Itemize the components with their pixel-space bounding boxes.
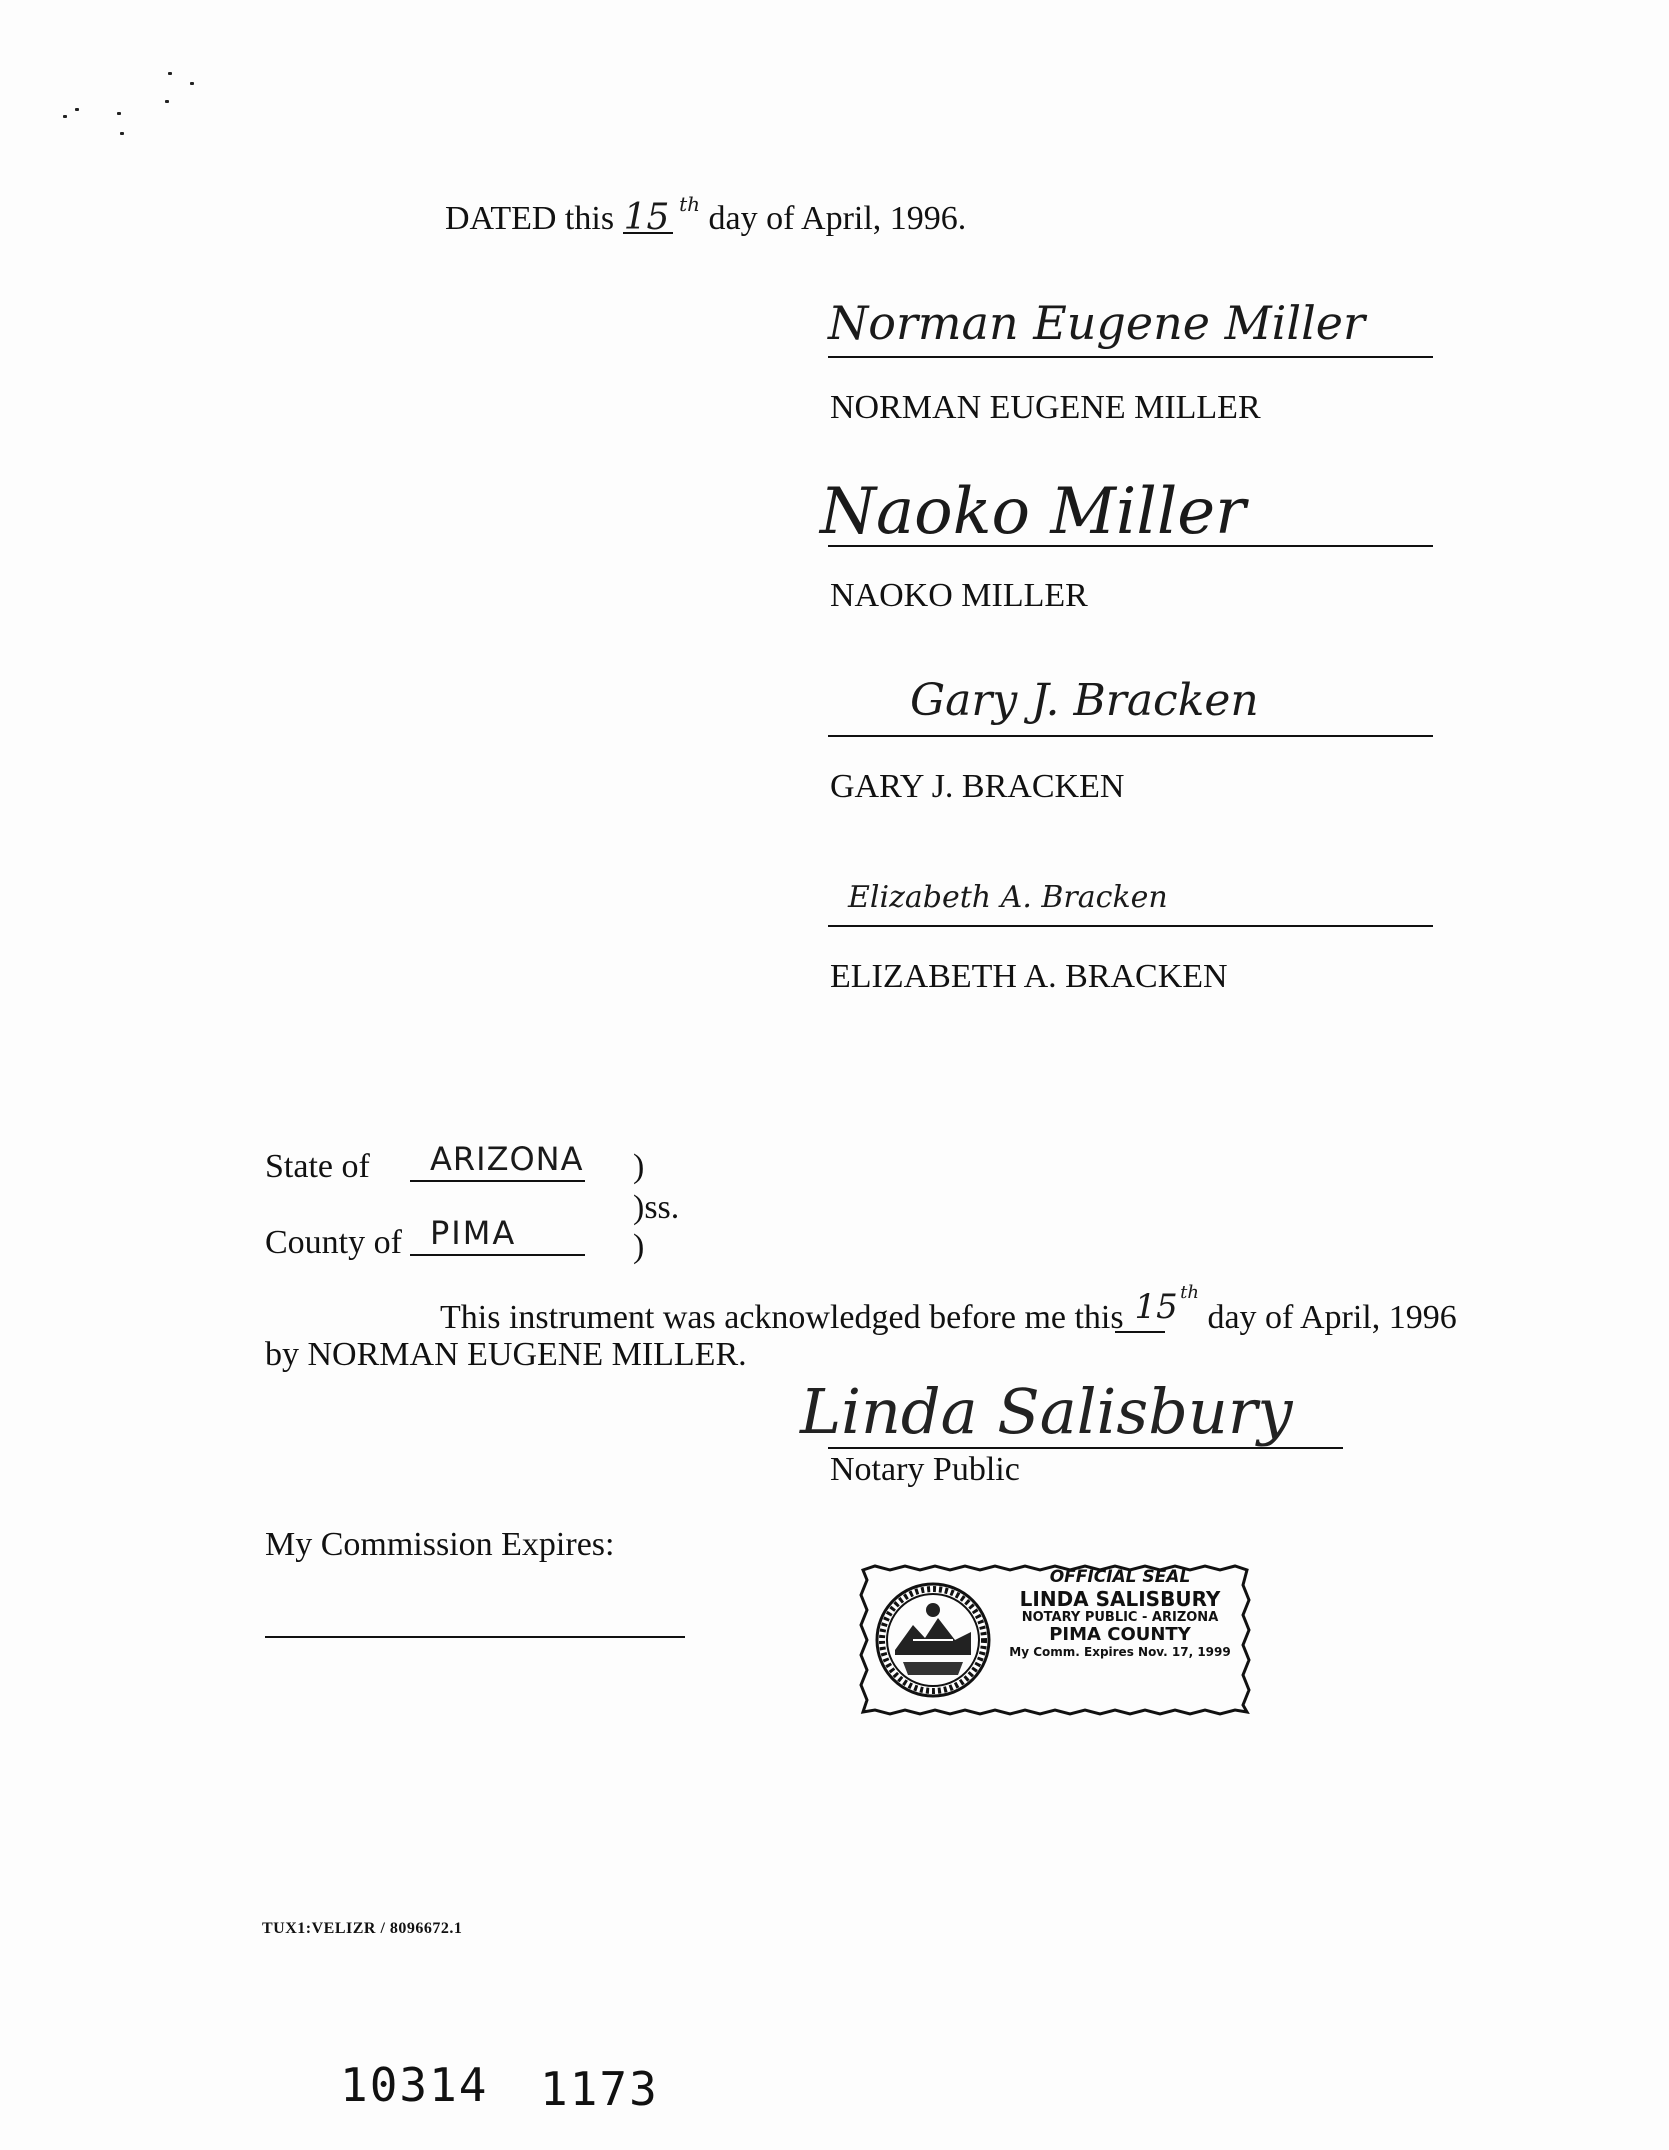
seal-line-1: OFFICIAL SEAL xyxy=(1049,1567,1191,1587)
ack-day-underline xyxy=(1115,1331,1165,1333)
commission-label: My Commission Expires: xyxy=(265,1526,615,1563)
signature-elizabeth-bracken: Elizabeth A. Bracken xyxy=(848,880,1168,915)
signature-line-2 xyxy=(828,545,1433,547)
dated-prefix: DATED this xyxy=(445,200,615,237)
seal-line-3: NOTARY PUBLIC - ARIZONA xyxy=(1021,1609,1219,1625)
county-underline xyxy=(410,1254,585,1256)
seal-line-2: LINDA SALISBURY xyxy=(1019,1586,1221,1611)
acknowledgment-line-2: by NORMAN EUGENE MILLER. xyxy=(265,1336,747,1373)
paren-state: ) xyxy=(633,1148,645,1185)
county-label: County of xyxy=(265,1224,402,1261)
signature-naoko-miller: Naoko Miller xyxy=(820,475,1246,549)
signature-gary-bracken: Gary J. Bracken xyxy=(910,675,1259,726)
official-seal-stamp xyxy=(855,1560,1255,1720)
signature-line-1 xyxy=(828,356,1433,358)
signature-line-3 xyxy=(828,735,1433,737)
ack-day-handwritten: 15 xyxy=(1134,1287,1178,1327)
dated-day-handwritten: 15 xyxy=(623,197,670,238)
printed-name-3: GARY J. BRACKEN xyxy=(830,768,1125,805)
notary-signature: Linda Salisbury xyxy=(800,1375,1293,1448)
seal-text-block xyxy=(990,1568,1250,1660)
commission-underline xyxy=(265,1636,685,1638)
signature-line-4 xyxy=(828,925,1433,927)
signature-norman-miller: Norman Eugene Miller xyxy=(828,296,1366,350)
dated-suffix: day of April, 1996. xyxy=(708,200,967,237)
state-label: State of xyxy=(265,1148,370,1185)
printed-name-1: NORMAN EUGENE MILLER xyxy=(830,389,1261,426)
footer-document-code: TUX1:VELIZR / 8096672.1 xyxy=(262,1920,463,1937)
printed-name-2: NAOKO MILLER xyxy=(830,577,1088,614)
stamp-number-1: 10314 xyxy=(340,2058,489,2112)
seal-line-5: My Comm. Expires Nov. 17, 1999 xyxy=(1009,1645,1231,1660)
notary-label: Notary Public xyxy=(830,1451,1020,1488)
county-value-handwritten: PIMA xyxy=(430,1214,517,1252)
state-value-handwritten: ARIZONA xyxy=(430,1140,584,1178)
ack-suffix: day of April, 1996 xyxy=(1207,1299,1457,1336)
stamp-number-2: 1173 xyxy=(540,2062,659,2116)
notary-signature-line xyxy=(828,1447,1343,1449)
arizona-state-seal-icon xyxy=(873,1580,993,1700)
scan-specks xyxy=(55,60,215,150)
paren-county: ) xyxy=(633,1228,645,1265)
dated-line xyxy=(445,192,967,242)
ss-mark: )ss. xyxy=(633,1189,680,1226)
dated-ordinal-handwritten: th xyxy=(679,192,700,216)
seal-line-4: PIMA COUNTY xyxy=(1049,1624,1191,1646)
printed-name-4: ELIZABETH A. BRACKEN xyxy=(830,958,1228,995)
state-underline xyxy=(410,1180,585,1182)
ack-ordinal-handwritten: th xyxy=(1180,1282,1199,1303)
dated-day-underline xyxy=(623,232,673,234)
ack-prefix: This instrument was acknowledged before me this xyxy=(440,1299,1124,1336)
